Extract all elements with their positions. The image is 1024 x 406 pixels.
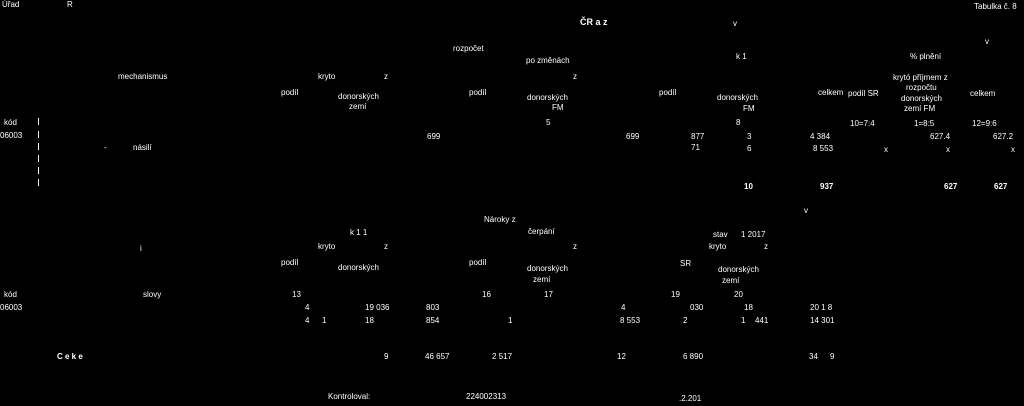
bot-h-z1: z — [384, 242, 388, 251]
bot-h-z3: z — [764, 242, 768, 251]
bot-r1-d: 4 — [621, 303, 626, 312]
top-h-v: v — [985, 37, 989, 46]
top-r2-label: násilí — [133, 143, 152, 152]
bot-h-kryto1: kryto — [318, 242, 336, 251]
top-r1-pct-celkem: 627.2 — [993, 132, 1014, 141]
top-h-podil2: podíl — [469, 88, 487, 97]
top-r2-x2: x — [946, 145, 950, 154]
top-r2-celkem: 8 553 — [813, 144, 834, 153]
bot-r1-a: 4 — [305, 303, 310, 312]
top-r1-po-zmenach: 699 — [626, 132, 640, 141]
bot-r2-a2: 1 — [322, 316, 327, 325]
top-h-fm3: FM — [743, 104, 755, 113]
top-h-podil-sr: podíl SR — [848, 89, 879, 98]
top-h-donor1: donorských — [338, 92, 379, 101]
bot-r1-c: 803 — [426, 303, 440, 312]
table-number: Tabulka č. 8 — [974, 2, 1017, 11]
footer-phone: 224002313 — [466, 392, 507, 401]
top-r1-skutecnost: 877 — [691, 132, 705, 141]
bot-r1-b: 19 036 — [365, 303, 390, 312]
footer-date: .2.201 — [679, 394, 702, 403]
top-h-celkem2: celkem — [970, 89, 996, 98]
bot-col-kod: kód — [4, 290, 17, 299]
bot-col-16: 16 — [482, 290, 491, 299]
top-h-mechanismus: mechanismus — [118, 72, 168, 81]
row-marker — [38, 167, 39, 174]
bot-col-20: 20 — [734, 290, 743, 299]
bot-total-label: C e k e — [57, 352, 83, 361]
bot-r2-g1: 1 — [741, 316, 746, 325]
top-r1-celkem: 4 384 — [810, 132, 831, 141]
bot-r2-a: 4 — [305, 316, 310, 325]
top-r2-dash: - — [104, 143, 107, 152]
bot-total-e: 6 890 — [683, 352, 704, 361]
top-r1-fm: 3 — [747, 132, 752, 141]
bot-h-podil1: podíl — [281, 258, 299, 267]
bot-r2-f: 2 — [683, 316, 688, 325]
top-total-d: 627 — [994, 182, 1008, 191]
bot-h-k11: k 1 1 — [350, 228, 368, 237]
bot-total-a: 9 — [384, 352, 389, 361]
top-col-5: 5 — [546, 118, 551, 127]
top-h-z1: z — [384, 72, 388, 81]
bot-total-f: 34 — [809, 352, 818, 361]
bot-h-sr: SR — [680, 259, 692, 268]
bot-h-kryto2: kryto — [709, 242, 727, 251]
top-h-podil1: podíl — [281, 88, 299, 97]
bot-h-z2: z — [573, 242, 577, 251]
top-col-kod: kód — [4, 118, 17, 127]
bot-h-donor3: donorských — [718, 265, 759, 274]
bot-h-stav-date: 1 2017 — [741, 230, 766, 239]
top-h-rozpoctu: rozpočtu — [906, 83, 937, 92]
top-h-fm2: FM — [552, 103, 564, 112]
top-r2-x1: x — [884, 145, 888, 154]
bot-total-c: 2 517 — [492, 352, 513, 361]
top-h-zemi1: zemí — [349, 102, 367, 111]
bot-h-stav: stav — [713, 230, 728, 239]
top-h-donor4: donorských — [901, 94, 942, 103]
bot-col-13: 13 — [292, 290, 301, 299]
bot-r1-e: 030 — [690, 303, 704, 312]
bot-total-b: 46 657 — [425, 352, 450, 361]
row-marker — [38, 131, 39, 138]
row-marker — [38, 118, 39, 125]
top-col-12: 12=9:6 — [972, 119, 997, 128]
top-h-plneni: % plnění — [910, 52, 942, 61]
footer-kontroloval: Kontroloval: — [328, 392, 371, 401]
top-total-b: 937 — [820, 182, 834, 191]
bot-col-19: 19 — [671, 290, 680, 299]
bot-total-g: 9 — [830, 352, 835, 361]
bot-total-d: 12 — [617, 352, 626, 361]
bot-col-17: 17 — [544, 290, 553, 299]
bot-r2-g2: 441 — [755, 316, 769, 325]
top-h-po-zmenach: po změnách — [526, 56, 570, 65]
top-r1-rozpocet: 699 — [427, 132, 441, 141]
top-h-celkem1: celkem — [818, 88, 844, 97]
bot-h-cerpani: čerpání — [528, 227, 555, 236]
top-h-donor3: donorských — [717, 93, 758, 102]
top-h-kryto: kryto — [318, 72, 336, 81]
top-r1-pct-fm: 627.4 — [930, 132, 951, 141]
row-marker — [38, 155, 39, 162]
bot-h-zemi2: zemí — [533, 275, 551, 284]
report-title-fragment: v — [733, 19, 737, 28]
bot-h-i: i — [140, 244, 142, 253]
row-marker — [38, 143, 39, 150]
top-h-z2: z — [573, 72, 577, 81]
top-col-10: 10=7:4 — [850, 119, 875, 128]
top-col-11: 1=8:5 — [914, 119, 935, 128]
bot-r2-d: 1 — [508, 316, 513, 325]
top-total-a: 10 — [744, 182, 753, 191]
top-h-k1: k 1 — [736, 52, 747, 61]
bot-h-naroky: Nároky z — [484, 215, 516, 224]
top-total-c: 627 — [944, 182, 958, 191]
bot-col-slovy: slovy — [143, 290, 162, 299]
top-r2-fm: 6 — [747, 144, 752, 153]
bot-r1-code: 06003 — [0, 303, 23, 312]
top-h-zemi-fm: zemí FM — [904, 104, 936, 113]
office-abbrev: R — [67, 0, 73, 9]
bot-r2-e: 8 553 — [620, 316, 641, 325]
top-h-kryto-prijmem: krytó příjmem z — [893, 73, 948, 82]
top-h-donor2: donorských — [527, 93, 568, 102]
bot-r1-f: 18 — [744, 303, 753, 312]
bot-r2-b: 18 — [365, 316, 374, 325]
bot-h-v: v — [804, 206, 808, 215]
bot-r2-h: 14 301 — [810, 316, 835, 325]
top-col-8: 8 — [736, 118, 741, 127]
top-r2-skutecnost: 71 — [691, 143, 700, 152]
report-title: ČR a z — [580, 17, 608, 27]
bot-h-donor2: donorských — [527, 264, 568, 273]
top-h-podil3: podíl — [659, 88, 677, 97]
office-label: Úřad — [2, 0, 20, 9]
top-r2-x3: x — [1011, 145, 1015, 154]
bot-r1-g: 20 1 8 — [810, 303, 833, 312]
row-marker — [38, 179, 39, 186]
bot-r2-c: 854 — [426, 316, 440, 325]
bot-h-podil2: podíl — [469, 258, 487, 267]
top-h-rozpocet: rozpočet — [453, 44, 484, 53]
bot-h-donor1: donorských — [338, 263, 379, 272]
top-r1-code: 06003 — [0, 131, 23, 140]
bot-h-zemi3: zemí — [722, 276, 740, 285]
